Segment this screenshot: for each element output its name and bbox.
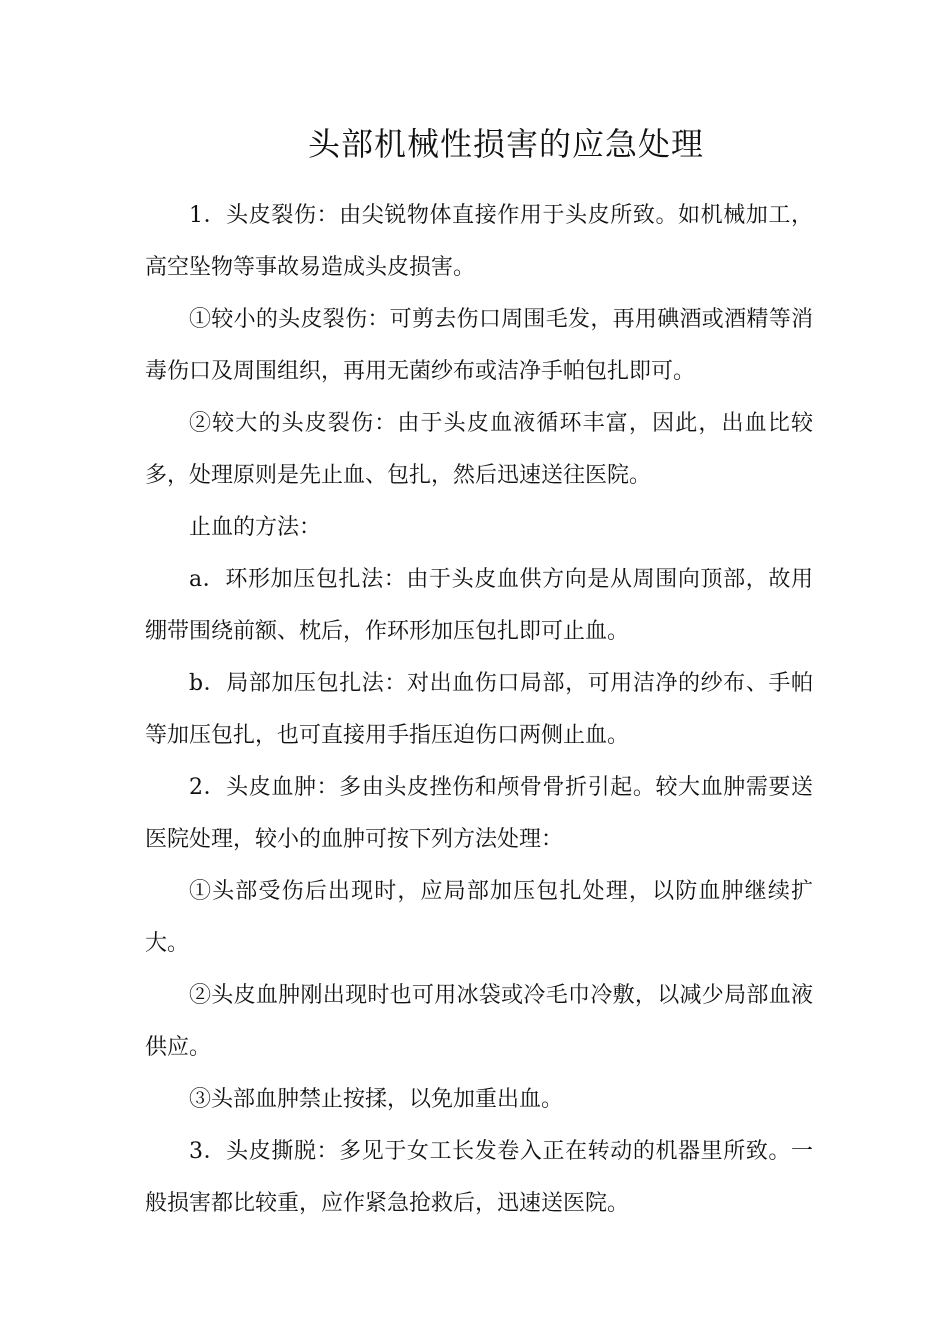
document-title: 头部机械性损害的应急处理 — [307, 125, 704, 163]
paragraph-large-laceration: ②较大的头皮裂伤：由于头皮血液循环丰富，因此，出血比较多，处理原则是先止血、包扎，然后迅速送往医院。 — [145, 411, 813, 488]
paragraph-hemostasis-methods: 止血的方法： — [189, 515, 322, 540]
paragraph-scalp-avulsion: 3．头皮撕脱：多见于女工长发卷入正在转动的机器里所致。一般损害都比较重，应作紧急抢救后，迅速送医院。 — [145, 1139, 813, 1216]
paragraph-small-laceration: ①较小的头皮裂伤：可剪去伤口周围毛发，再用碘酒或酒精等消毒伤口及周围组织，再用无菌纱布或洁净手帕包扎即可。 — [145, 307, 813, 384]
document-body — [145, 190, 813, 1230]
paragraph-ring-pressure-bandage: a．环形加压包扎法：由于头皮血供方向是从周围向顶部，故用绷带围绕前额、枕后，作环形加压包扎即可止血。 — [145, 567, 813, 644]
paragraph-hematoma-step-1: ①头部受伤后出现时，应局部加压包扎处理，以防血肿继续扩大。 — [145, 879, 813, 956]
paragraph-hematoma-step-2: ②头皮血肿刚出现时也可用冰袋或冷毛巾冷敷，以减少局部血液供应。 — [145, 983, 813, 1060]
paragraph-hematoma-step-3: ③头部血肿禁止按揉，以免加重出血。 — [189, 1087, 564, 1112]
paragraph-local-pressure-bandage: b．局部加压包扎法：对出血伤口局部，可用洁净的纱布、手帕等加压包扎，也可直接用手指压迫伤口两侧止血。 — [145, 671, 813, 748]
paragraph-scalp-laceration: 1．头皮裂伤：由尖锐物体直接作用于头皮所致。如机械加工，高空坠物等事故易造成头皮损害。 — [145, 203, 813, 280]
paragraph-scalp-hematoma: 2．头皮血肿：多由头皮挫伤和颅骨骨折引起。较大血肿需要送医院处理，较小的血肿可按下列方法处理： — [145, 775, 813, 852]
